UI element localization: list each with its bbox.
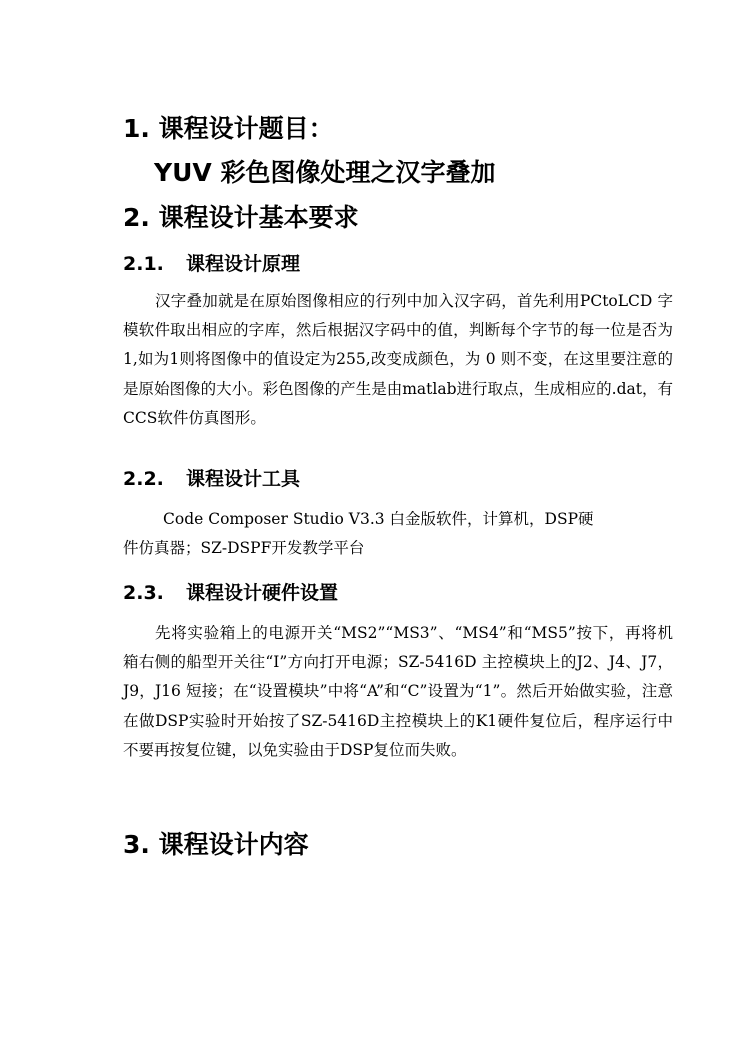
section-2-3-body: 先将实验箱上的电源开关“MS2”“MS3”、“MS4”和“MS5”按下，再将机箱右侧的船型开关往“I”方向打开电源；SZ-5416D 主控模块上的J2、J4、J7，J9，J16 短接；在“设置模块”中将“A”和“C”设置为“1”。然后开始做实验，注意在做DSP实验时开始按了SZ-5416D主控模块上的K1硬件复位后，程序运行中不要再按复位键，以免实验由于DSP复位而失败。 bbox=[123, 624, 673, 759]
section-2-1-body: 汉字叠加就是在原始图像相应的行列中加入汉字码，首先利用PCtoLCD 字模软件取出相应的字库，然后根据汉字码中的值，判断每个字节的每一位是否为1,如为1则将图像中的值设定为255,改变成颜色，为 0 则不变，在这里要注意的是原始图像的大小。彩色图像的产生是由matlab进行取点，生成相应的.dat，有CCS软件仿真图形。 bbox=[123, 292, 673, 427]
section-1-title: YUV 彩色图像处理之汉字叠加 bbox=[154, 158, 496, 187]
section-2-1-title: 课程设计原理 bbox=[186, 253, 301, 275]
section-2-2-heading bbox=[123, 466, 300, 492]
section-2-1-number: 2.1. bbox=[123, 253, 164, 275]
section-2-2-title: 课程设计工具 bbox=[186, 468, 301, 490]
section-3-heading: 3. 课程设计内容 bbox=[123, 830, 309, 859]
section-1-heading: 1. 课程设计题目： bbox=[123, 114, 334, 143]
section-2-2-body bbox=[123, 505, 673, 563]
section-2-heading: 2. 课程设计基本要求 bbox=[123, 203, 359, 232]
section-2-3-heading bbox=[123, 580, 338, 606]
section-2-3-number: 2.3. bbox=[123, 582, 164, 604]
section-2-2-body-line-1: Code Composer Studio V3.3 白金版软件，计算机，DSP硬 bbox=[163, 510, 594, 528]
section-2-2-number: 2.2. bbox=[123, 468, 164, 490]
section-2-1-heading bbox=[123, 251, 300, 277]
section-2-3-title: 课程设计硬件设置 bbox=[186, 582, 339, 604]
section-2-2-body-line-2: 件仿真器；SZ-DSPF开发教学平台 bbox=[123, 539, 365, 557]
